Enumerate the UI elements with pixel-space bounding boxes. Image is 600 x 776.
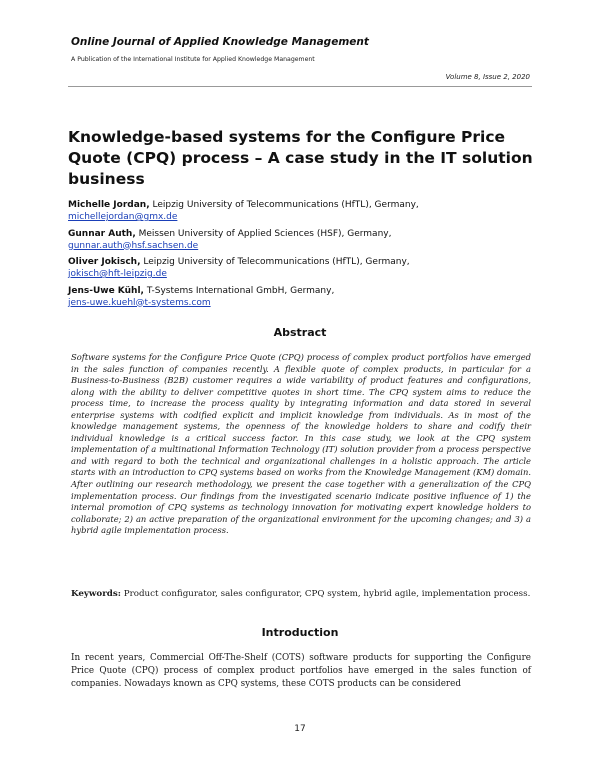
author-entry xyxy=(68,199,538,223)
page-number: 17 xyxy=(294,724,306,734)
author-entry xyxy=(68,285,538,309)
author-name: Michelle Jordan, xyxy=(68,200,150,210)
author-list xyxy=(68,199,538,313)
journal-title: Online Journal of Applied Knowledge Management xyxy=(71,36,369,48)
author-affiliation: Leipzig University of Telecommunications (HfTL), Germany, xyxy=(149,200,419,210)
author-affiliation: T-Systems International GmbH, Germany, xyxy=(143,285,335,296)
author-name: Jens-Uwe Kühl, xyxy=(68,285,144,296)
abstract-heading: Abstract xyxy=(273,326,327,339)
author-email-link[interactable]: michellejordan@gmx.de xyxy=(68,212,178,222)
author-affiliation: Meissen University of Applied Sciences (HSF), Germany, xyxy=(135,228,392,239)
journal-subtitle: A Publication of the International Institute for Applied Knowledge Management xyxy=(71,56,315,63)
author-name: Gunnar Auth, xyxy=(68,228,136,239)
keywords-text: Product configurator, sales configurator, CPQ system, hybrid agile, implementation process. xyxy=(120,589,531,599)
author-entry xyxy=(68,228,538,252)
author-name: Oliver Jokisch, xyxy=(68,257,141,267)
abstract-text: Software systems for the Configure Price Quote (CPQ) process of complex product portfolios have emerged in the sales function of companies recently. A flexible quote of complex products, in particular for a Business-to-Business (B2B) customer requires a wide variability of product features and configurations, along with the ability to deliver competitive quotes in short time. The CPQ system aims to reduce the process time, to increase the process quality by integrating information and data stored in several enterprise systems with codified explicit and implicit knowledge from individuals. As in most of the knowledge management systems, the openness of the knowledge holders to share and codify their individual knowledge is a critical success factor. In this case study, we look at the CPQ system implementation of a multinational Information Technology (IT) solution provider from a process perspective and with regard to both the technical and organizational challenges in a holistic approach. The article starts with an introduction to CPQ systems based on works from the Knowledge Management (KM) domain. After outlining our research methodology, we present the case together with a generalization of the CPQ implementation process. Our findings from the investigated scenario indicate positive influence of 1) the internal promotion of CPQ systems as technology innovation for motivating expert knowledge holders to collaborate; 2) an active preparation of the organizational environment for the upcoming changes; and 3) a hybrid agile implementation process. xyxy=(71,352,531,536)
introduction-heading: Introduction xyxy=(261,626,339,639)
author-entry xyxy=(68,256,538,280)
keywords-label: Keywords: xyxy=(71,589,121,599)
header-divider xyxy=(68,86,532,87)
author-affiliation: Leipzig University of Telecommunications (HfTL), Germany, xyxy=(140,257,410,267)
author-email-link[interactable]: jokisch@hft-leipzig.de xyxy=(68,269,167,279)
author-email-link[interactable]: jens-uwe.kuehl@t-systems.com xyxy=(68,297,211,308)
volume-issue: Volume 8, Issue 2, 2020 xyxy=(445,73,530,81)
keywords-paragraph xyxy=(71,588,531,601)
author-email-link[interactable]: gunnar.auth@hsf.sachsen.de xyxy=(68,240,199,251)
article-title: Knowledge-based systems for the Configure Price Quote (CPQ) process – A case study in the IT solution business xyxy=(68,128,533,188)
introduction-text: In recent years, Commercial Off-The-Shelf (COTS) software products for supporting the Configure Price Quote (CPQ) process of complex product portfolios have emerged in the sales function of companies. Nowadays known as CPQ systems, these COTS products can be considered xyxy=(71,653,531,689)
